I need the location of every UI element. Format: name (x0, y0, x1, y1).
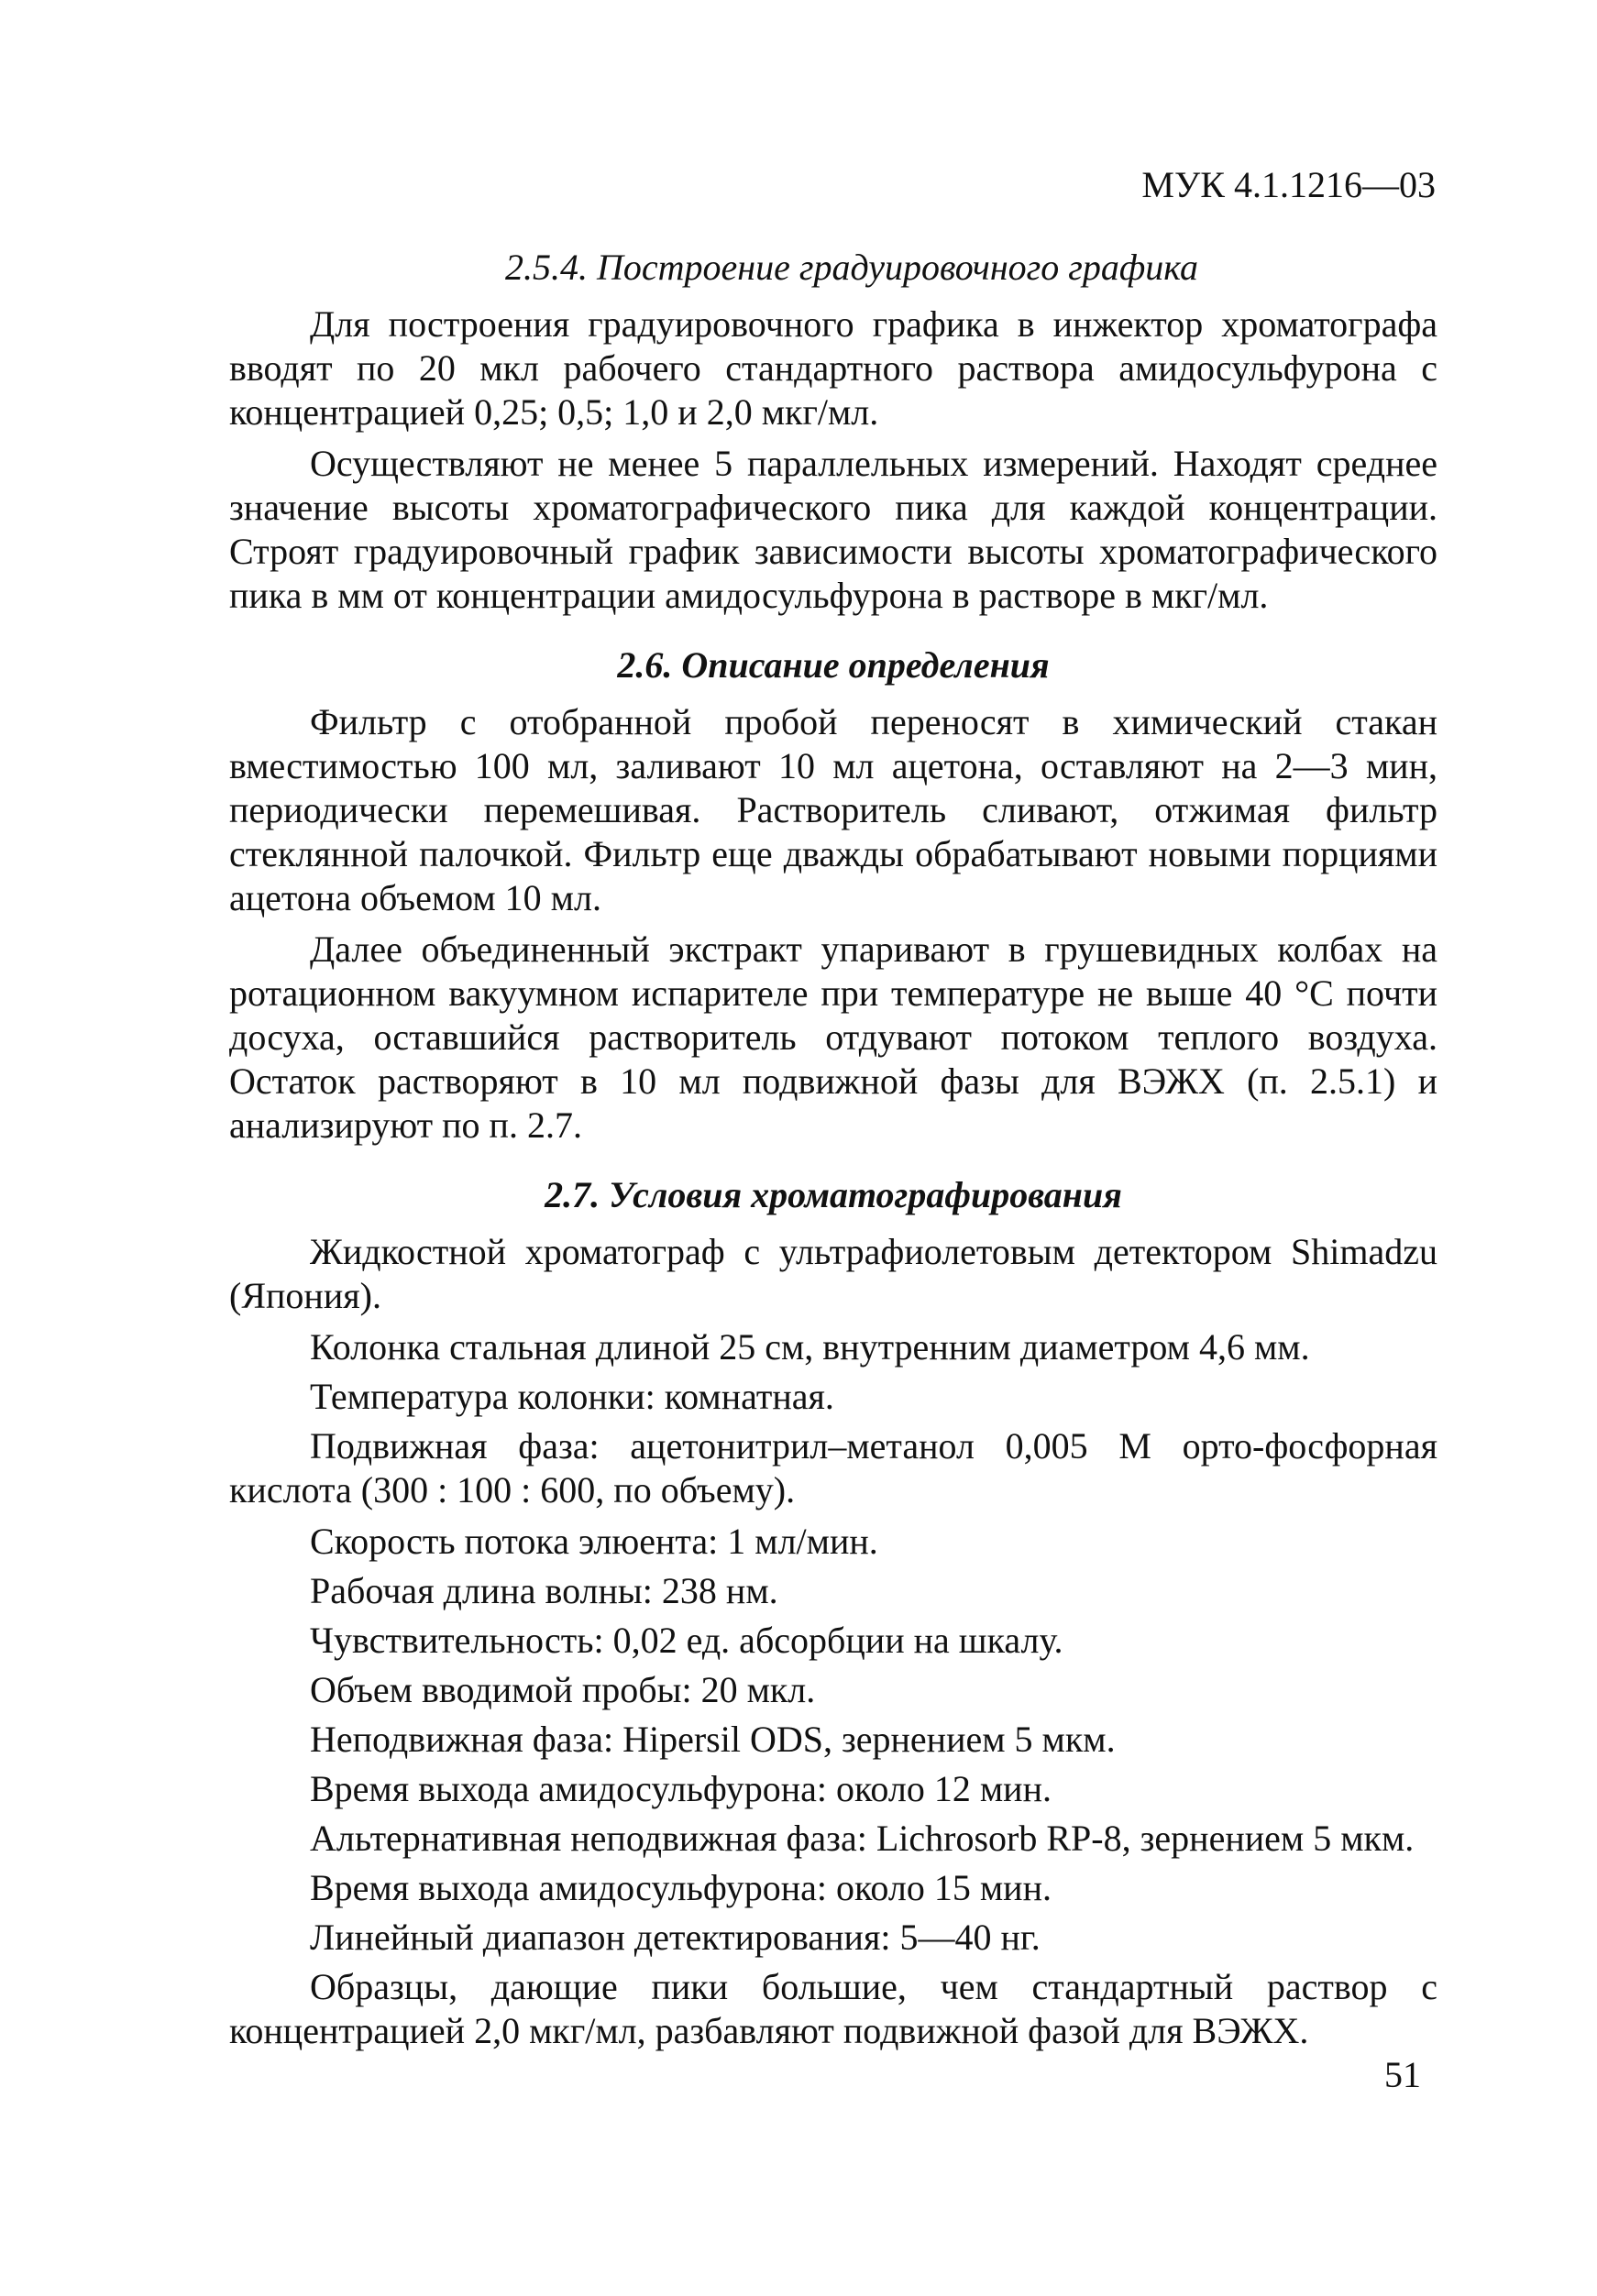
section-2-5-4-paragraph-1: Для построения градуировочного графика в инжектор хроматографа вводят по 20 мкл рабочего стандартного раствора амидосульфурона с концентрацией 0,25; 0,5; 1,0 и 2,0 мкг/мл. (229, 303, 1437, 433)
document-content (229, 246, 1437, 2079)
chromatography-condition-item: Время выхода амидосульфурона: около 12 мин. (310, 1768, 1052, 1809)
section-2-7-paragraph-1: Жидкостной хроматограф с ультрафиолетовым детектором Shimadzu (Япония). (229, 1231, 1437, 1316)
section-2-6-paragraph-2: Далее объединенный экстракт упаривают в грушевидных колбах на ротационном вакуумном испарителе при температуре не выше 40 °С почти досуха, оставшийся растворитель отдувают потоком теплого воздуха. Остаток растворяют в 10 мл подвижной фазы для ВЭЖХ (п. 2.5.1) и анализируют по п. 2.7. (229, 928, 1437, 1146)
section-2-6 (229, 643, 1437, 1148)
chromatography-condition-item: Время выхода амидосульфурона: около 15 мин. (310, 1867, 1052, 1908)
chromatography-condition-item: Неподвижная фаза: Hipersil ODS, зернением 5 мкм. (310, 1719, 1116, 1760)
chromatography-condition-item: Чувствительность: 0,02 ед. абсорбции на шкалу. (310, 1620, 1063, 1661)
page-number: 51 (1384, 2054, 1421, 2095)
chromatography-condition-item: Температура колонки: комнатная. (310, 1376, 834, 1417)
chromatography-condition-item: Линейный диапазон детектирования: 5—40 нг. (310, 1917, 1041, 1958)
chromatography-condition-item: Скорость потока элюента: 1 мл/мин. (310, 1521, 878, 1562)
chromatography-condition-item: Объем вводимой пробы: 20 мкл. (310, 1669, 816, 1710)
section-2-7 (229, 1173, 1437, 2053)
section-title-2-6: 2.6. Описание определения (617, 644, 1050, 686)
section-2-5-4 (229, 246, 1437, 618)
section-title-2-7: 2.7. Условия хроматографирования (545, 1174, 1122, 1215)
document-code: МУК 4.1.1216—03 (1141, 164, 1436, 205)
section-2-5-4-paragraph-2: Осуществляют не менее 5 параллельных измерений. Находят среднее значение высоты хроматографического пика для каждой концентрации. Строят градуировочный график зависимости высоты хроматографического пика в мм от концентрации амидосульфурона в растворе в мкг/мл. (229, 443, 1437, 616)
section-2-6-paragraph-1: Фильтр с отобранной пробой переносят в химический стакан вместимостью 100 мл, заливают 10 мл ацетона, оставляют на 2—3 мин, периодически перемешивая. Растворитель сливают, отжимая фильтр стеклянной палочкой. Фильтр еще дважды обрабатывают новыми порциями ацетона объемом 10 мл. (229, 701, 1437, 918)
section-2-7-paragraph-3: Образцы, дающие пики большие, чем стандартный раствор с концентрацией 2,0 мкг/мл, разбавляют подвижной фазой для ВЭЖХ. (229, 1966, 1437, 2051)
chromatography-condition-item: Альтернативная неподвижная фаза: Lichrosorb RP-8, зернением 5 мкм. (310, 1818, 1415, 1859)
chromatography-condition-item: Рабочая длина волны: 238 нм. (310, 1570, 778, 1611)
section-2-7-paragraph-2: Подвижная фаза: ацетонитрил–метанол 0,005 М орто-фосфорная кислота (300 : 100 : 600, по объему). (229, 1425, 1437, 1511)
chromatography-condition-item: Колонка стальная длиной 25 см, внутренним диаметром 4,6 мм. (310, 1326, 1310, 1368)
section-title-2-5-4: 2.5.4. Построение градуировочного графика (505, 247, 1198, 288)
